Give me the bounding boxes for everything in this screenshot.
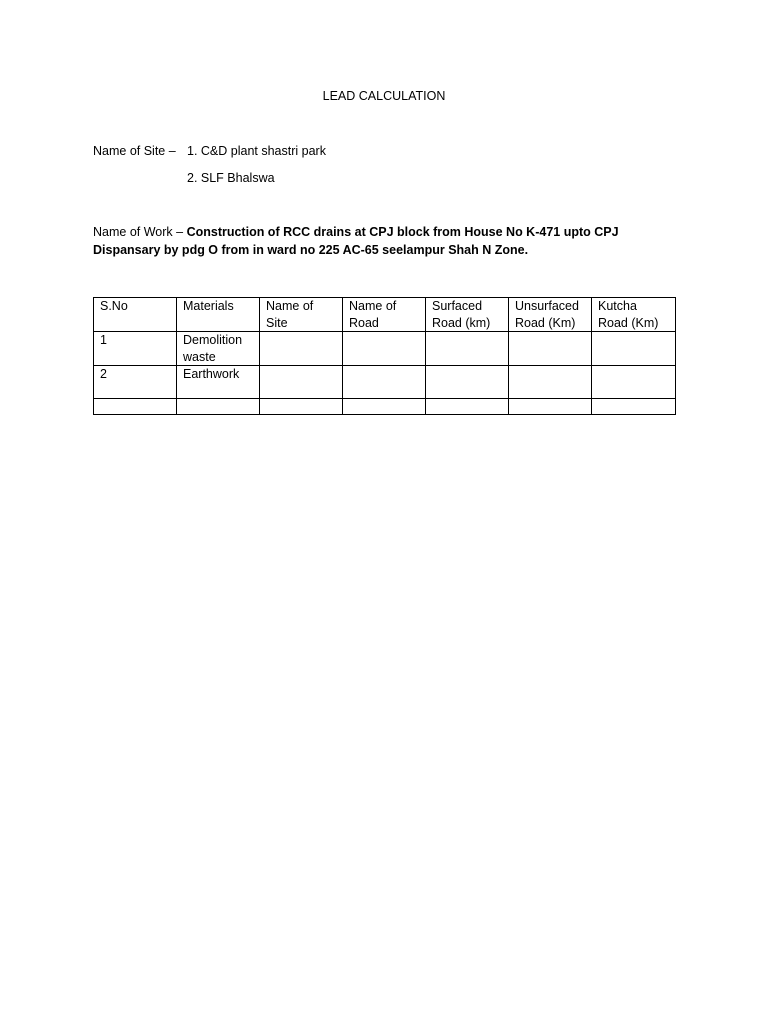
site-item: 1. C&D plant shastri park <box>187 144 326 158</box>
table-header-cell: Surfaced Road (km) <box>426 298 509 332</box>
table-cell <box>260 399 343 415</box>
table-cell <box>426 399 509 415</box>
table-cell <box>426 332 509 366</box>
document-title: LEAD CALCULATION <box>322 89 446 103</box>
table-cell: Demolition waste <box>177 332 260 366</box>
work-text: Construction of RCC drains at CPJ block from House No K-471 upto CPJ Dispansary by pdg O from in ward no 225 AC-65 seelampur Shah N Zone. <box>93 225 619 257</box>
table-header-cell: Name of Road <box>343 298 426 332</box>
table-cell <box>343 399 426 415</box>
site-label: Name of Site – <box>93 144 176 158</box>
site-item: 2. SLF Bhalswa <box>187 171 275 185</box>
table-cell <box>343 366 426 399</box>
table-cell: 1 <box>94 332 177 366</box>
table-cell <box>177 399 260 415</box>
work-description <box>93 224 678 259</box>
table-cell <box>343 332 426 366</box>
work-label: Name of Work – <box>93 225 184 239</box>
table-header-cell: Materials <box>177 298 260 332</box>
table-row <box>94 399 676 415</box>
table-cell <box>260 366 343 399</box>
table-cell: 2 <box>94 366 177 399</box>
table-cell <box>94 399 177 415</box>
table-cell <box>592 332 676 366</box>
table-header-cell: Unsurfaced Road (Km) <box>509 298 592 332</box>
table-cell <box>509 332 592 366</box>
table-cell <box>592 399 676 415</box>
table-header-cell: S.No <box>94 298 177 332</box>
table-cell <box>426 366 509 399</box>
table-cell <box>592 366 676 399</box>
table-header-cell: Kutcha Road (Km) <box>592 298 676 332</box>
table-row <box>94 332 676 366</box>
site-list <box>187 143 326 197</box>
table-row <box>94 366 676 399</box>
table-cell: Earthwork <box>177 366 260 399</box>
table-header-cell: Name of Site <box>260 298 343 332</box>
table-header-row <box>94 298 676 332</box>
table-cell <box>260 332 343 366</box>
table-cell <box>509 366 592 399</box>
lead-table <box>93 297 676 415</box>
table-cell <box>509 399 592 415</box>
